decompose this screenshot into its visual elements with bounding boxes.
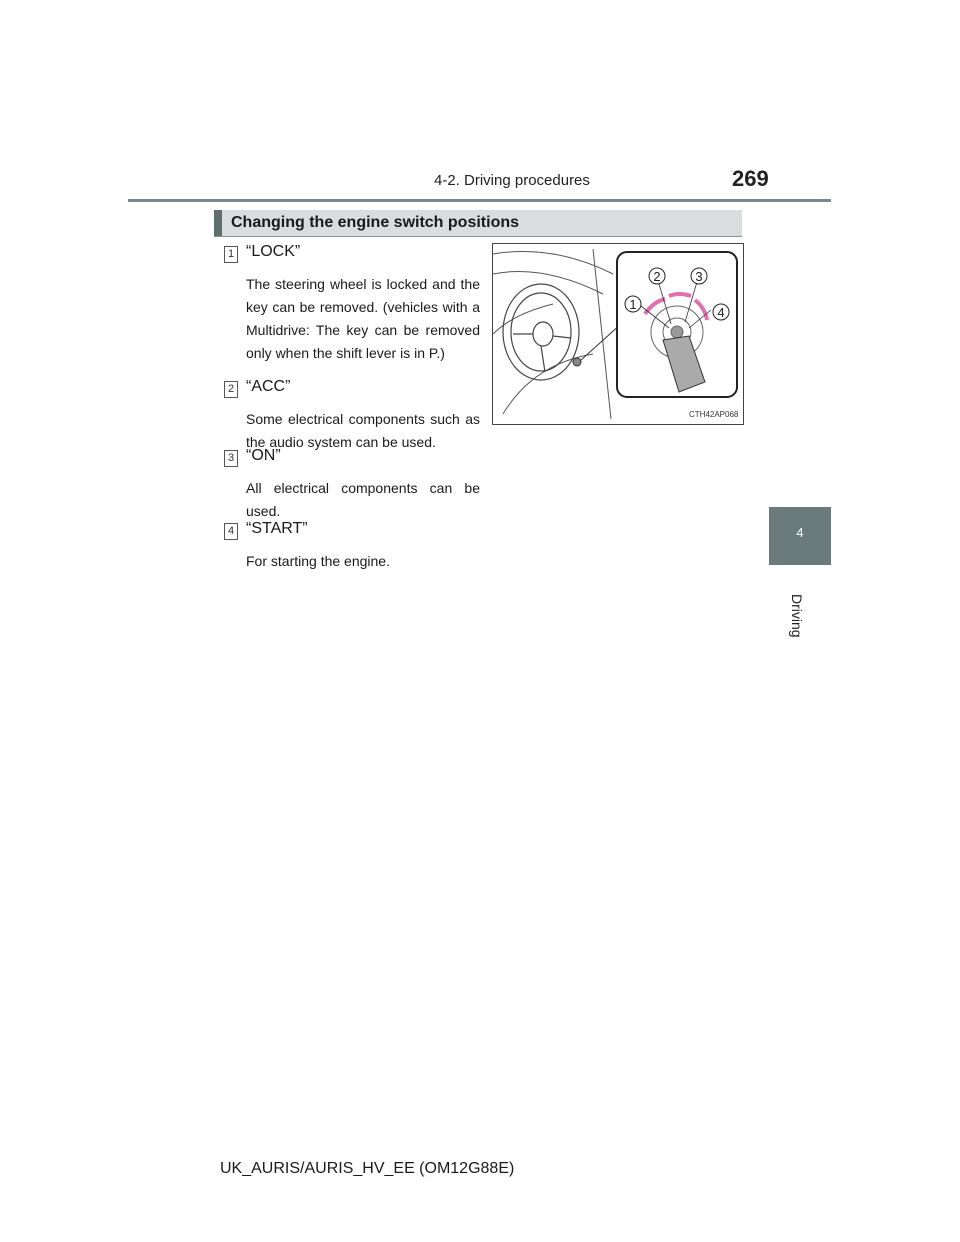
- leader-line: [581, 324, 621, 360]
- item-title: “ACC”: [246, 378, 291, 395]
- item-title: “LOCK”: [246, 243, 301, 260]
- heading-accent: [214, 210, 222, 236]
- section-heading-bar: [214, 210, 742, 237]
- step-badge: 2: [224, 381, 238, 398]
- item-title: “START”: [246, 520, 308, 537]
- item-description: Some electrical components such as the audio system can be used.: [246, 411, 480, 450]
- step-badge: 4: [224, 523, 238, 540]
- step-badge: 1: [224, 246, 238, 263]
- item-description: All electrical components can be used.: [246, 480, 480, 519]
- item-title: “ON”: [246, 447, 281, 464]
- callout-3: 3: [695, 269, 703, 284]
- figure-code: CTH42AP068: [689, 410, 739, 419]
- callout-2: 2: [653, 269, 661, 284]
- chapter-tab[interactable]: [769, 507, 831, 565]
- header-rule: [128, 199, 831, 202]
- step-badge: 3: [224, 450, 238, 467]
- callout-1: 1: [629, 297, 637, 312]
- page-number: 269: [732, 166, 769, 191]
- item-description: The steering wheel is locked and the key can be removed. (vehicles with a Multidrive: The key can be removed only when the shift lever is in P.): [246, 276, 480, 361]
- section-label: 4-2. Driving procedures: [434, 172, 590, 189]
- ignition-switch-illustration: [492, 243, 744, 425]
- document-footer: UK_AURIS/AURIS_HV_EE (OM12G88E): [220, 1160, 515, 1177]
- steering-wheel: [503, 284, 579, 380]
- key-cylinder-icon: [573, 358, 581, 366]
- arrow-acc-to-on-icon: [669, 294, 691, 296]
- chapter-tab-label: Driving: [789, 594, 805, 638]
- chapter-tab-number: 4: [796, 525, 804, 540]
- item-description: For starting the engine.: [246, 553, 390, 569]
- callout-4: 4: [717, 305, 725, 320]
- section-heading: Changing the engine switch positions: [231, 214, 520, 231]
